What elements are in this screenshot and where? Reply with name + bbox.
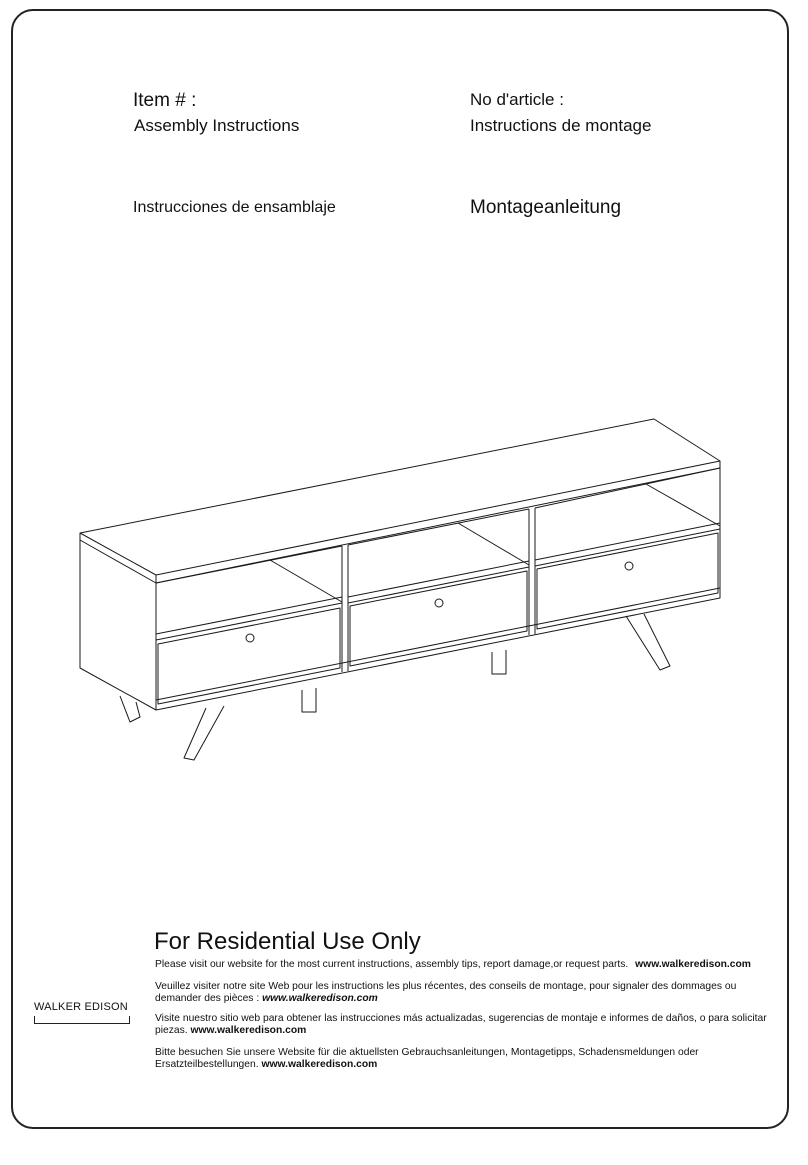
info-paragraph-es — [155, 1013, 780, 1037]
info-paragraph-fr — [155, 981, 780, 1005]
info-text-es: Visite nuestro sitio web para obtener las instrucciones más actualizadas, sugerencias de montaje e informes de daños, o para solicitar piezas. — [155, 1013, 767, 1036]
assembly-instructions-fr: Instructions de montage — [470, 116, 652, 135]
assembly-instructions-de: Montageanleitung — [470, 197, 622, 218]
website-link-en[interactable]: www.walkeredison.com — [635, 959, 751, 970]
residential-use-heading: For Residential Use Only — [154, 928, 421, 955]
assembly-instructions-es: Instrucciones de ensamblaje — [133, 199, 336, 216]
info-paragraph-en — [155, 959, 780, 971]
website-link-es[interactable]: www.walkeredison.com — [190, 1025, 307, 1036]
website-link-de[interactable]: www.walkeredison.com — [261, 1059, 378, 1070]
info-text-de: Bitte besuchen Sie unsere Website für die aktuellsten Gebrauchsanleitungen, Montagetipps, Schadensmeldungen oder Ersatzteilbestellungen. — [155, 1047, 699, 1070]
info-paragraph-de — [155, 1047, 780, 1071]
assembly-instructions-en: Assembly Instructions — [134, 116, 300, 135]
info-text-fr: Veuillez visiter notre site Web pour les instructions les plus récentes, des conseils de montage, pour signaler des dommages ou demander des pièces : — [155, 981, 737, 1004]
tv-stand-illustration — [74, 412, 734, 772]
item-number-label: Item # : — [133, 90, 197, 111]
info-text-en: Please visit our website for the most current instructions, assembly tips, report damage,or request parts. — [155, 959, 629, 970]
logo-underline — [34, 1016, 130, 1024]
walker-edison-logo: WALKER EDISON — [34, 1001, 128, 1013]
website-link-fr[interactable]: www.walkeredison.com — [262, 993, 378, 1004]
article-number-label-fr: No d'article : — [470, 90, 564, 109]
